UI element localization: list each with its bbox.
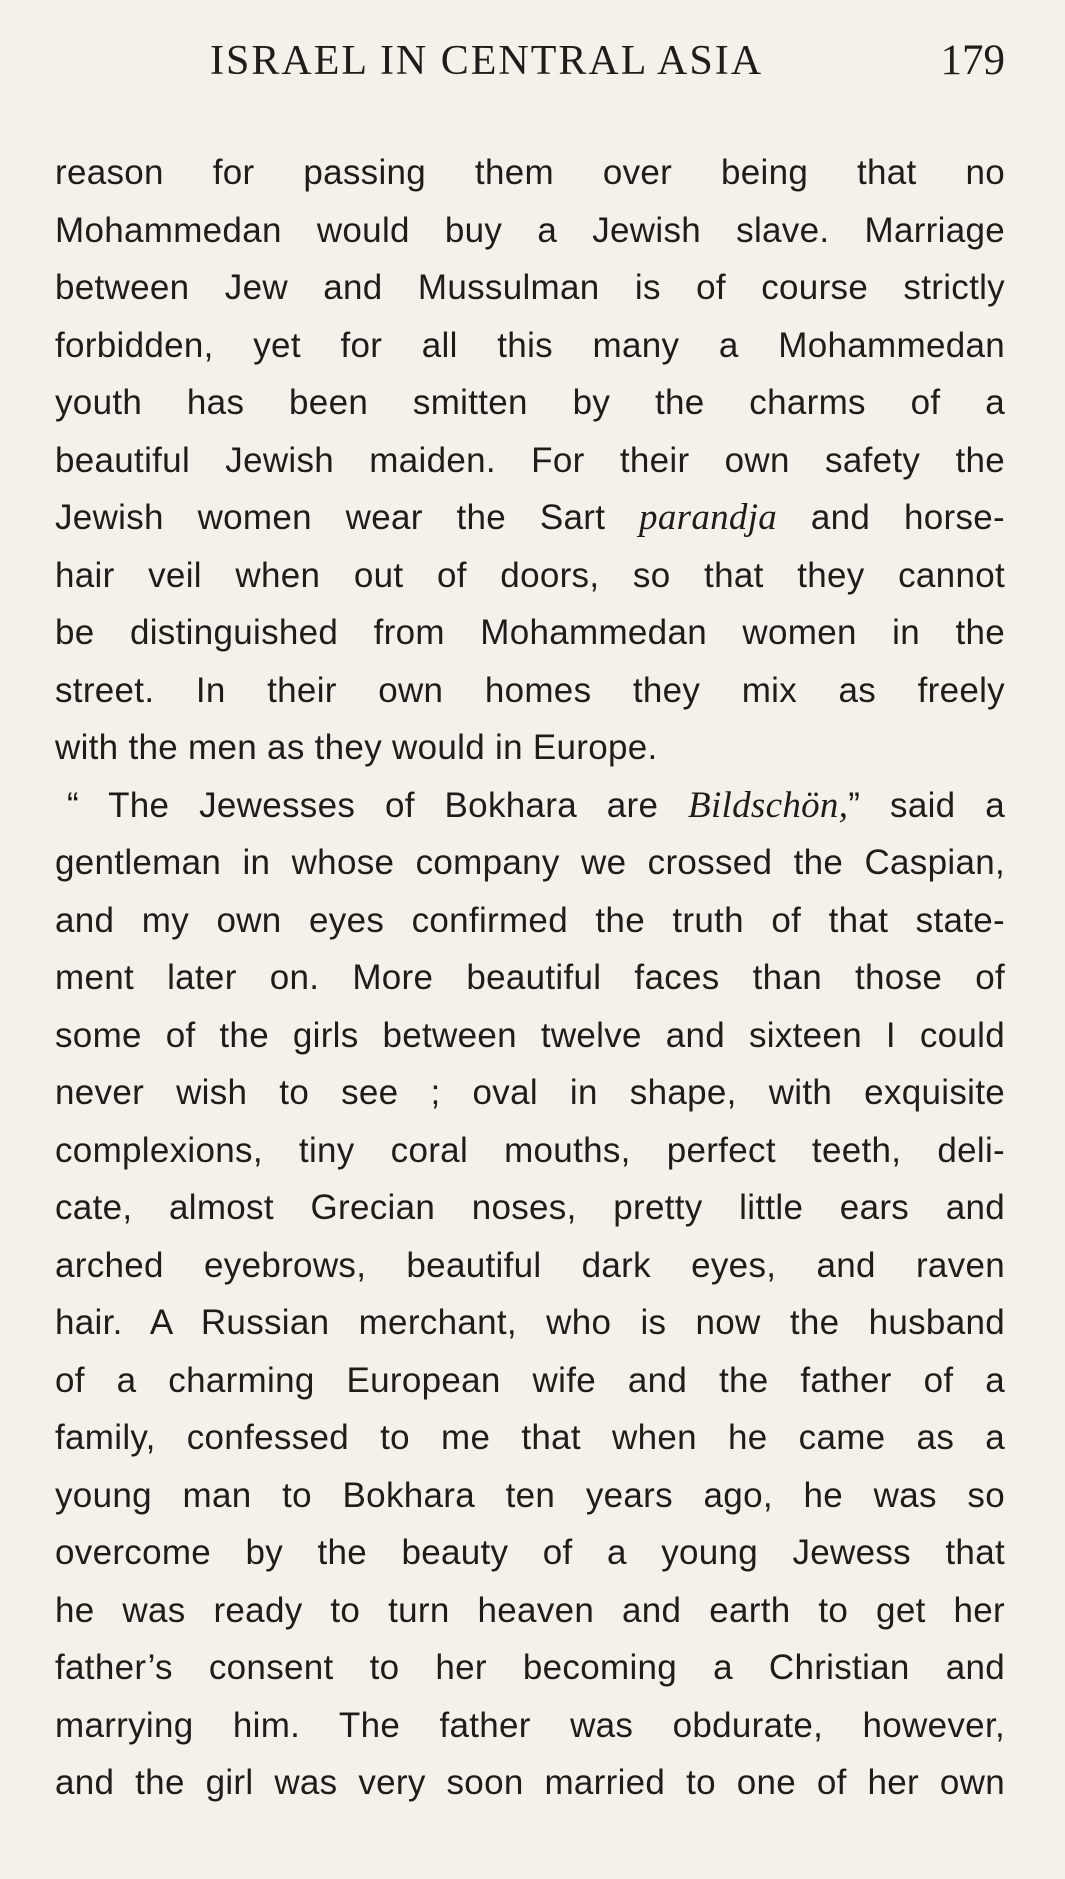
text-line: Mohammedan would buy a Jewish slave. Marriage — [55, 210, 1005, 250]
text-segment: Jewish women wear the Sart — [55, 498, 640, 537]
text-line — [55, 777, 1005, 835]
text-line: complexions, tiny coral mouths, perfect teeth, deli- — [55, 1130, 1005, 1170]
italic-term: Bildschön, — [688, 784, 849, 826]
text-line: and my own eyes confirmed the truth of that state- — [55, 900, 1005, 940]
page-header — [55, 36, 1005, 98]
text-line: never wish to see ; oval in shape, with exquisite — [55, 1073, 1005, 1112]
text-line: reason for passing them over being that no — [55, 153, 1005, 192]
text-line: forbidden, yet for all this many a Mohammedan — [55, 325, 1005, 365]
text-line: hair. A Russian merchant, who is now the husband — [55, 1303, 1005, 1342]
text-line: young man to Bokhara ten years ago, he was so — [55, 1475, 1005, 1515]
body-text — [55, 144, 1005, 1812]
text-line: hair veil when out of doors, so that they cannot — [55, 555, 1005, 595]
text-segment: ” said a — [848, 785, 1005, 825]
text-line: ment later on. More beautiful faces than those of — [55, 958, 1005, 997]
text-line: cate, almost Grecian noses, pretty little ears and — [55, 1188, 1005, 1227]
text-segment: and horse- — [777, 498, 1005, 537]
text-segment: “ The Jewesses of Bokhara are — [67, 785, 689, 825]
text-line: some of the girls between twelve and sixteen I could — [55, 1015, 1005, 1055]
running-head: ISRAEL IN CENTRAL ASIA — [210, 38, 764, 84]
text-line: gentleman in whose company we crossed the Caspian, — [55, 843, 1005, 882]
text-line: arched eyebrows, beautiful dark eyes, and raven — [55, 1245, 1005, 1285]
text-line: between Jew and Mussulman is of course strictly — [55, 268, 1005, 307]
text-line: be distinguished from Mohammedan women in the — [55, 613, 1005, 652]
page-number: 179 — [940, 37, 1005, 84]
text-line: street. In their own homes they mix as freely — [55, 670, 1005, 710]
text-line: he was ready to turn heaven and earth to get her — [55, 1590, 1005, 1630]
text-line: family, confessed to me that when he came as a — [55, 1418, 1005, 1457]
text-line: overcome by the beauty of a young Jewess that — [55, 1533, 1005, 1572]
text-line: with the men as they would in Europe. — [55, 728, 658, 767]
text-line: and the girl was very soon married to one of her own — [55, 1763, 1005, 1802]
text-line — [55, 489, 1005, 547]
text-line: marrying him. The father was obdurate, however, — [55, 1705, 1005, 1745]
text-line: father’s consent to her becoming a Christian and — [55, 1648, 1005, 1687]
italic-term: parandja — [639, 497, 778, 538]
text-line: youth has been smitten by the charms of a — [55, 383, 1005, 422]
text-line: beautiful Jewish maiden. For their own safety the — [55, 440, 1005, 480]
text-line: of a charming European wife and the father of a — [55, 1360, 1005, 1400]
